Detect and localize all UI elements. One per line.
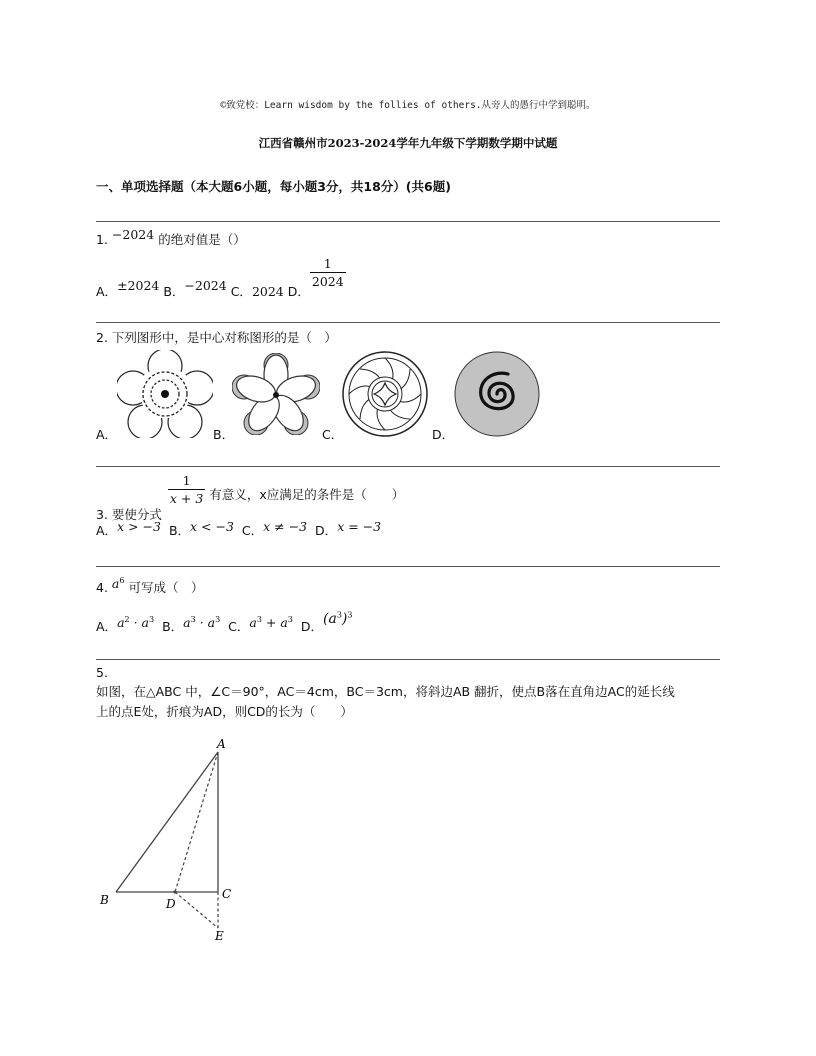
option-c-label[interactable]: C． <box>241 523 264 538</box>
option-b-label[interactable]: B． <box>168 523 191 538</box>
option-c-label[interactable]: C． <box>322 427 344 442</box>
option-a-label[interactable]: A． <box>96 523 118 538</box>
option-c-label[interactable]: C． <box>230 284 252 299</box>
option-a-label[interactable]: A． <box>96 427 118 442</box>
question-3-options <box>96 521 381 539</box>
question-4-options <box>96 610 353 635</box>
option-c-value[interactable]: x ≠ −3 <box>263 519 308 534</box>
fraction-denominator: x + 3 <box>169 491 204 506</box>
math-base: a <box>111 576 120 591</box>
question-text: 3. 要使分式 <box>96 507 162 522</box>
segment-de <box>175 892 218 928</box>
option-d-label[interactable]: D． <box>315 523 338 538</box>
question-2-stem: 2. 下列图形中，是中心对称图形的是（ ） <box>96 330 337 345</box>
question-3-stem <box>96 473 405 522</box>
question-5-line-1: 如图，在△ABC 中，∠C＝90°，AC＝4cm，BC＝3cm，将斜边AB 翻折，使点B落在直角边AC的延长线 <box>96 684 675 699</box>
option-b-value[interactable]: −2024 <box>184 278 227 293</box>
option-b-figure[interactable] <box>232 353 320 435</box>
option-d-label[interactable]: D． <box>432 427 455 442</box>
segment-ab <box>116 752 218 892</box>
label-e: E <box>215 929 224 943</box>
question-1-options <box>96 256 346 299</box>
page-title: 江西省赣州市2023-2024学年九年级下学期数学期中试题 <box>258 136 558 150</box>
question-4-stem <box>96 575 204 596</box>
question-number: 1. <box>96 232 108 247</box>
divider <box>96 221 720 222</box>
option-b-label[interactable]: B． <box>213 427 235 442</box>
fraction-numerator: 1 <box>168 473 205 490</box>
option-a-label[interactable]: A． <box>96 284 118 299</box>
option-d-value[interactable]: x = −3 <box>337 519 382 534</box>
divider <box>96 566 720 567</box>
triangle-figure <box>96 732 246 946</box>
option-d-label[interactable]: D． <box>287 284 310 299</box>
label-c: C <box>222 887 232 901</box>
option-a-value[interactable]: ±2024 <box>117 278 160 293</box>
option-b-value[interactable]: $a^3 \cdot a^3$ <box>183 614 221 630</box>
question-text: 的绝对值是（） <box>158 232 246 247</box>
option-a-value[interactable]: x > −3 <box>117 519 161 534</box>
label-a: A <box>217 737 226 751</box>
option-a-figure[interactable] <box>117 350 213 438</box>
fraction-denominator: 2024 <box>311 274 344 289</box>
option-d-label[interactable]: D． <box>300 619 324 634</box>
question-5-line-2: 上的点E处，折痕为AD，则CD的长为（ ） <box>96 704 353 719</box>
option-d-fraction[interactable] <box>310 256 346 289</box>
fold-line-ad <box>175 752 218 892</box>
section-heading: 一、单项选择题（本大题6小题，每小题3分，共18分）(共6题) <box>96 179 451 194</box>
option-c-figure[interactable] <box>341 350 429 438</box>
option-a-value[interactable]: $a^2 \cdot a^3$ <box>117 614 155 630</box>
option-d-value[interactable]: $(a^3)^3$ <box>323 610 353 627</box>
fraction <box>168 473 205 506</box>
option-c-value[interactable]: 2024 <box>251 284 284 299</box>
question-number: 5. <box>96 665 108 680</box>
divider <box>96 466 720 467</box>
divider <box>96 659 720 660</box>
option-c-value[interactable]: $a^3 + a^3$ <box>249 614 293 630</box>
point-d-dot <box>173 890 176 893</box>
option-c-label[interactable]: C． <box>228 619 250 634</box>
header-motto: ©致党校：Learn wisdom by the follies of others.从旁人的愚行中学到聪明。 <box>220 100 596 111</box>
question-text: 可写成（ ） <box>128 580 204 595</box>
math-expression: −2024 <box>111 227 155 242</box>
label-b: B <box>100 893 109 907</box>
question-number: 4. <box>96 580 108 595</box>
option-a-label[interactable]: A． <box>96 619 118 634</box>
option-b-label[interactable]: B． <box>163 284 185 299</box>
question-1-stem <box>96 227 246 248</box>
question-text: 有意义，x应满足的条件是（ ） <box>209 487 405 502</box>
option-b-label[interactable]: B． <box>162 619 184 634</box>
math-exponent: 6 <box>119 575 125 585</box>
label-d: D <box>166 897 176 911</box>
divider <box>96 322 720 323</box>
option-d-figure[interactable] <box>452 350 542 438</box>
fraction-numerator: 1 <box>310 256 346 273</box>
option-b-value[interactable]: x < −3 <box>190 519 234 534</box>
